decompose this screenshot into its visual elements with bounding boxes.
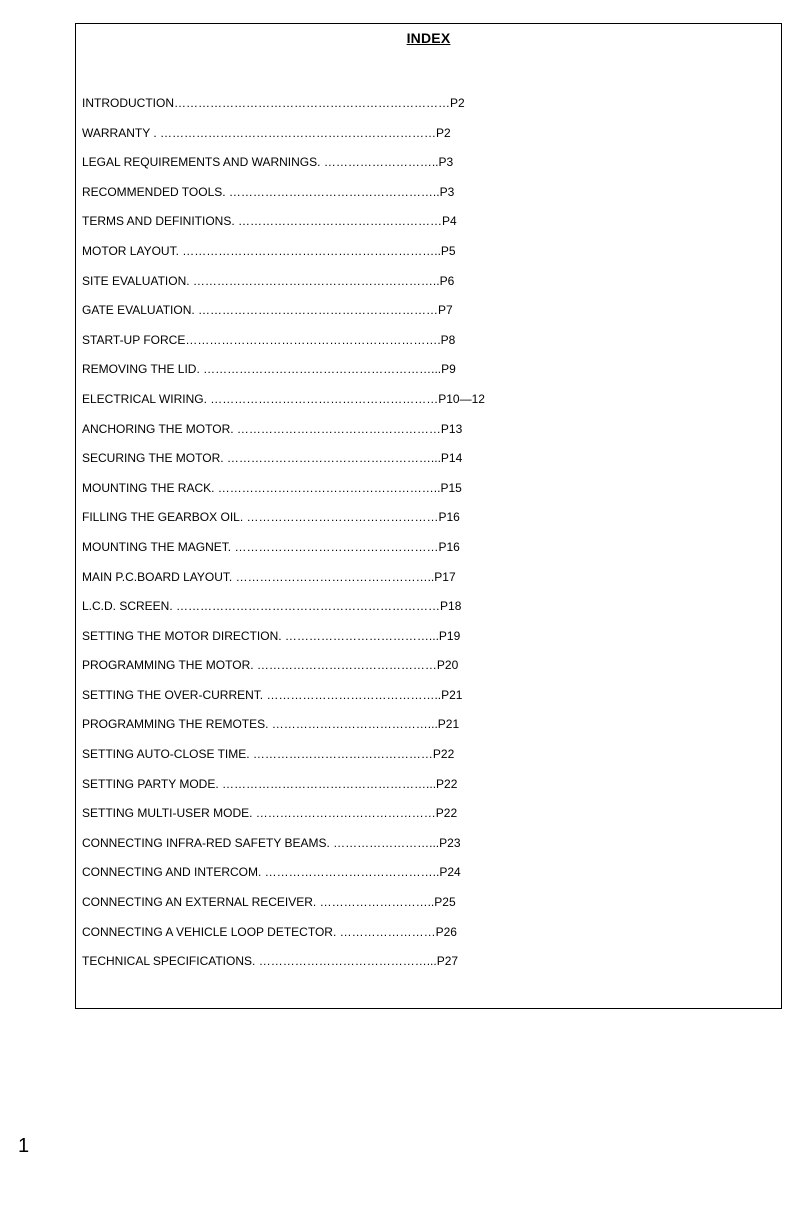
- toc-entry: ELECTRICAL WIRING. …………………………………………………P10—12: [82, 391, 485, 406]
- toc-entry: GATE EVALUATION. ……………………………………………………P7: [82, 303, 453, 318]
- index-box: [75, 23, 782, 1009]
- toc-entry: SECURING THE MOTOR. ……………………………………………...P14: [82, 451, 463, 466]
- toc-entry: ANCHORING THE MOTOR. ……………………………………………P13: [82, 421, 463, 436]
- toc-entry: RECOMMENDED TOOLS. ……………………………………………..P3: [82, 184, 455, 199]
- toc-entry: LEGAL REQUIREMENTS AND WARNINGS. ………………………..P3: [82, 155, 454, 170]
- toc-entry: SETTING PARTY MODE. ……………………………………………...P22: [82, 776, 458, 791]
- toc-entry: INTRODUCTION……………………………………………………………P2: [82, 96, 465, 110]
- toc-entry: CONNECTING A VEHICLE LOOP DETECTOR. ……………………P26: [82, 924, 457, 939]
- toc-entry: WARRANTY . ……………………………………………………………P2: [82, 125, 451, 140]
- toc-entry: MOUNTING THE RACK. ………………………………………………..P15: [82, 480, 462, 495]
- toc-entry: PROGRAMMING THE REMOTES. …………………………………...P21: [82, 717, 460, 732]
- toc-entry: PROGRAMMING THE MOTOR. ………………………………………P20: [82, 658, 459, 673]
- toc-entry: MOUNTING THE MAGNET. ……………………………………………P16: [82, 539, 460, 554]
- toc-entry: START-UP FORCE……………………………………………………….P8: [82, 332, 456, 347]
- toc-entry: CONNECTING AND INTERCOM. ……………………………………..P24: [82, 865, 461, 880]
- page-number: 1: [18, 1135, 30, 1157]
- toc-entry: SETTING THE OVER-CURRENT. ……………………………………..P21: [82, 687, 463, 702]
- toc-entry: SETTING THE MOTOR DIRECTION. ………………………………...P19: [82, 628, 461, 643]
- toc-entry: TERMS AND DEFINITIONS. ……………………………………………P4: [82, 214, 457, 229]
- toc-entry: MAIN P.C.BOARD LAYOUT. …………………………………………..P17: [82, 569, 456, 584]
- toc-list: [82, 96, 485, 984]
- toc-entry: MOTOR LAYOUT. ………………………………………………………..P5: [82, 243, 456, 258]
- toc-entry: L.C.D. SCREEN. …………………………………………………………P18: [82, 599, 462, 614]
- toc-entry: FILLING THE GEARBOX OIL. …………………………………………P16: [82, 510, 460, 525]
- toc-entry: SETTING MULTI-USER MODE. ………………………………………P22: [82, 806, 458, 821]
- toc-entry: SETTING AUTO-CLOSE TIME. ………………………………………P22: [82, 747, 455, 762]
- toc-entry: REMOVING THE LID. …………………………………………………...P9: [82, 362, 456, 377]
- index-title: INDEX: [406, 30, 451, 46]
- toc-entry: SITE EVALUATION. ……………………………………………………..P6: [82, 273, 455, 288]
- toc-entry: CONNECTING AN EXTERNAL RECEIVER. ………………………..P25: [82, 895, 456, 910]
- toc-entry: TECHNICAL SPECIFICATIONS. ……………………………………...P27: [82, 954, 459, 969]
- toc-entry: CONNECTING INFRA-RED SAFETY BEAMS. ……………………...P23: [82, 835, 461, 850]
